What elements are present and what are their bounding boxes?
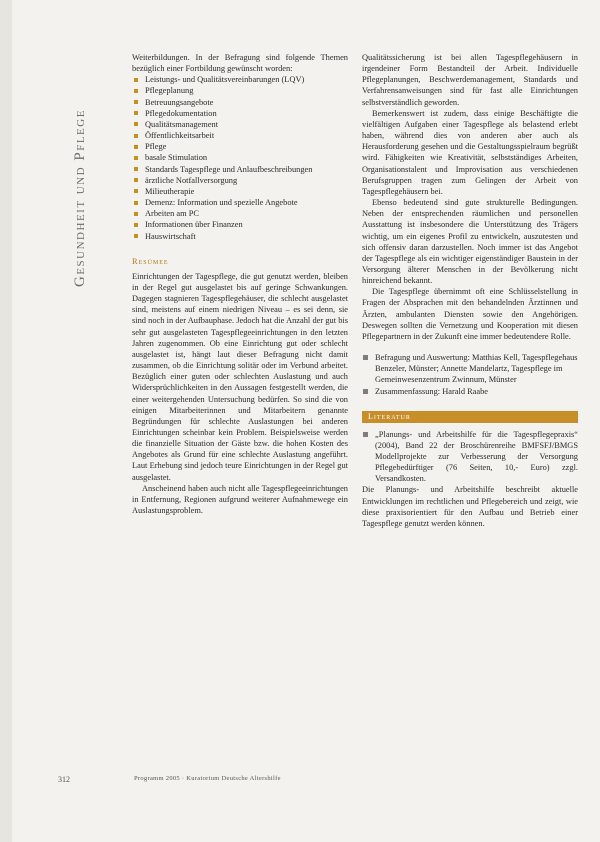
section-heading: Resümee bbox=[132, 256, 169, 266]
credits-list bbox=[362, 352, 578, 397]
topic-item: Informationen über Finanzen bbox=[132, 219, 348, 230]
topic-item: Demenz: Information und spezielle Angebote bbox=[132, 197, 348, 208]
topic-item: Hauswirtschaft bbox=[132, 231, 348, 242]
topic-item: Pflege bbox=[132, 141, 348, 152]
body-paragraph: Einrichtungen der Tagespflege, die gut genutzt werden, bleiben in der Regel gut ausgelastet bis auf geringe Schwankungen. Dagegen stagnieren Tagespflegehäuser, die schlecht ausgelastet sind, meistens auf einem niedrigen Niveau – es sei denn, sie sind noch in der Aufbauphase. Jedoch hat die Anzahl der gut bis sehr gut ausgelasteten Tagespflegeeinrichtungen in den letzten Jahren zugenommen. Ob eine Einrichtung gut oder schlecht ausgelastet ist, hängt laut dieser Befragung nicht damit zusammen, ob die Einrichtung solitär oder im Verbund arbeitet. Bezüglich einer guten oder schlechten Auslastung und auch Widersprüchlichkeiten in den Aussagen festgestellt werden, die einer weitergehenden Untersuchung bedürfen. So sind die von einigen Mitarbeiterinnen und Mitarbeitern genannte Begründungen für schlechte Auslastungen bei anderen Einrichtungen scheinbar kein Problem. Beispielsweise werden die finanzielle Situation der Gäste bzw. die hohen Kosten des Angebotes als Grund für eine schlechte Auslastung angeführt. Laut Erhebung sind jedoch teure Einrichtungen in der Regel gut ausgelastet. bbox=[132, 271, 348, 482]
topic-item: Pflegedokumentation bbox=[132, 108, 348, 119]
topic-item: Arbeiten am PC bbox=[132, 208, 348, 219]
topic-item: Milieutherapie bbox=[132, 186, 348, 197]
topic-list bbox=[132, 74, 348, 241]
topic-item: basale Stimulation bbox=[132, 152, 348, 163]
topic-item: Leistungs- und Qualitätsvereinbarungen (LQV) bbox=[132, 74, 348, 85]
body-paragraph: Die Tagespflege übernimmt oft eine Schlüsselstellung in Fragen der Absprachen mit den behandelnden Ärztinnen und Ärzten, ambulanten Diensten sowie den Angehörigen. Deswegen sollten die Vernetzung und Kooperation mit diesen Pflegepartnern in der Zukunft eine immer bedeutendere Rolle. bbox=[362, 287, 578, 341]
credit-item: Befragung und Auswertung: Matthias Kell, Tagespflegehaus Benzeler, Münster; Annette Mandelartz, Tagespflege im Gemeinwesenzentrum Zwinnum, Münster bbox=[362, 352, 578, 385]
literature-heading: Literatur bbox=[362, 411, 578, 423]
intro-paragraph: Weiterbildungen. In der Befragung sind folgende Themen bezüglich einer Fortbildung gewünscht worden: bbox=[132, 53, 348, 74]
topic-item: ärztliche Notfallversorgung bbox=[132, 175, 348, 186]
page-number: 312 bbox=[58, 775, 70, 784]
body-paragraph: Qualitätssicherung ist bei allen Tagespflegehäusern in irgendeiner Form Bestandteil der Arbeit. Individuelle Pflegeplanungen, Beschwerdemanagement, Standards und Verfahrensanweisungen sind für fast alle Einrichtungen selbstverständlich geworden. bbox=[362, 53, 578, 107]
topic-item: Pflegeplanung bbox=[132, 85, 348, 96]
right-column bbox=[362, 52, 578, 529]
literature-item: „Planungs- und Arbeitshilfe für die Tagespflegepraxis“ (2004), Band 22 der Broschürenreihe BMFSFJ/BMGS Modellprojekte zur Verbesserung der Versorgung Pflegebedürftiger (76 Seiten, 10,- Euro) zzgl. Versandkosten. bbox=[362, 429, 578, 485]
body-paragraph: Anscheinend haben auch nicht alle Tagespflegeeinrichtungen in Entfernung, Regionen aufgrund weiterer Aufnahmewege ein Auslastungsproblem. bbox=[132, 483, 348, 516]
body-paragraph: Ebenso bedeutend sind gute strukturelle Bedingungen. Neben der entsprechenden räumlichen und personellen Ausstattung ist insbesondere die Unterstützung des Trägers wichtig, um ein eigenes Profil zu entwickeln, auszutesten und sich offensiv daran darzustellen. Noch immer ist das Angebot der Tagespflege als ein wichtiger eigenständiger Baustein in der Versorgung älterer Menschen in der Bevölkerung nicht hinreichend bekannt. bbox=[362, 198, 578, 286]
literature-description: Die Planungs- und Arbeitshilfe beschreibt aktuelle Entwicklungen im rechtlichen und Pflegebereich und zeigt, wie diese praxisorientiert für den Aufbau und Betrieb einer Tagespflege genutzt werden können. bbox=[362, 485, 578, 528]
credit-item: Zusammenfassung: Harald Raabe bbox=[362, 386, 578, 397]
topic-item: Öffentlichkeitsarbeit bbox=[132, 130, 348, 141]
left-column bbox=[132, 52, 348, 516]
topic-item: Betreuungsangebote bbox=[132, 97, 348, 108]
topic-item: Qualitätsmanagement bbox=[132, 119, 348, 130]
page-edge-shadow bbox=[0, 0, 12, 842]
body-paragraph: Bemerkenswert ist zudem, dass einige Beschäftigte die vielfältigen Aufgaben einer Tagespflege als belastend erlebt haben, während dies von anderen aber auch als Herausforderung gesehen und die Gestaltungsspielraum begrüßt wird. Fähigkeiten wie Kreativität, selbstständiges Arbeiten, Organisationstalent und Improvisation aus verschiedenen Berufsgruppen tragen zum Gelingen der Arbeit von Tagespflegehäusern bei. bbox=[362, 108, 578, 196]
topic-item: Standards Tagespflege und Anlaufbeschreibungen bbox=[132, 164, 348, 175]
footer-publication: Programm 2005 · Kuratorium Deutsche Altershilfe bbox=[134, 775, 281, 782]
sidebar-title: Gesundheit und Pflege bbox=[72, 109, 88, 287]
